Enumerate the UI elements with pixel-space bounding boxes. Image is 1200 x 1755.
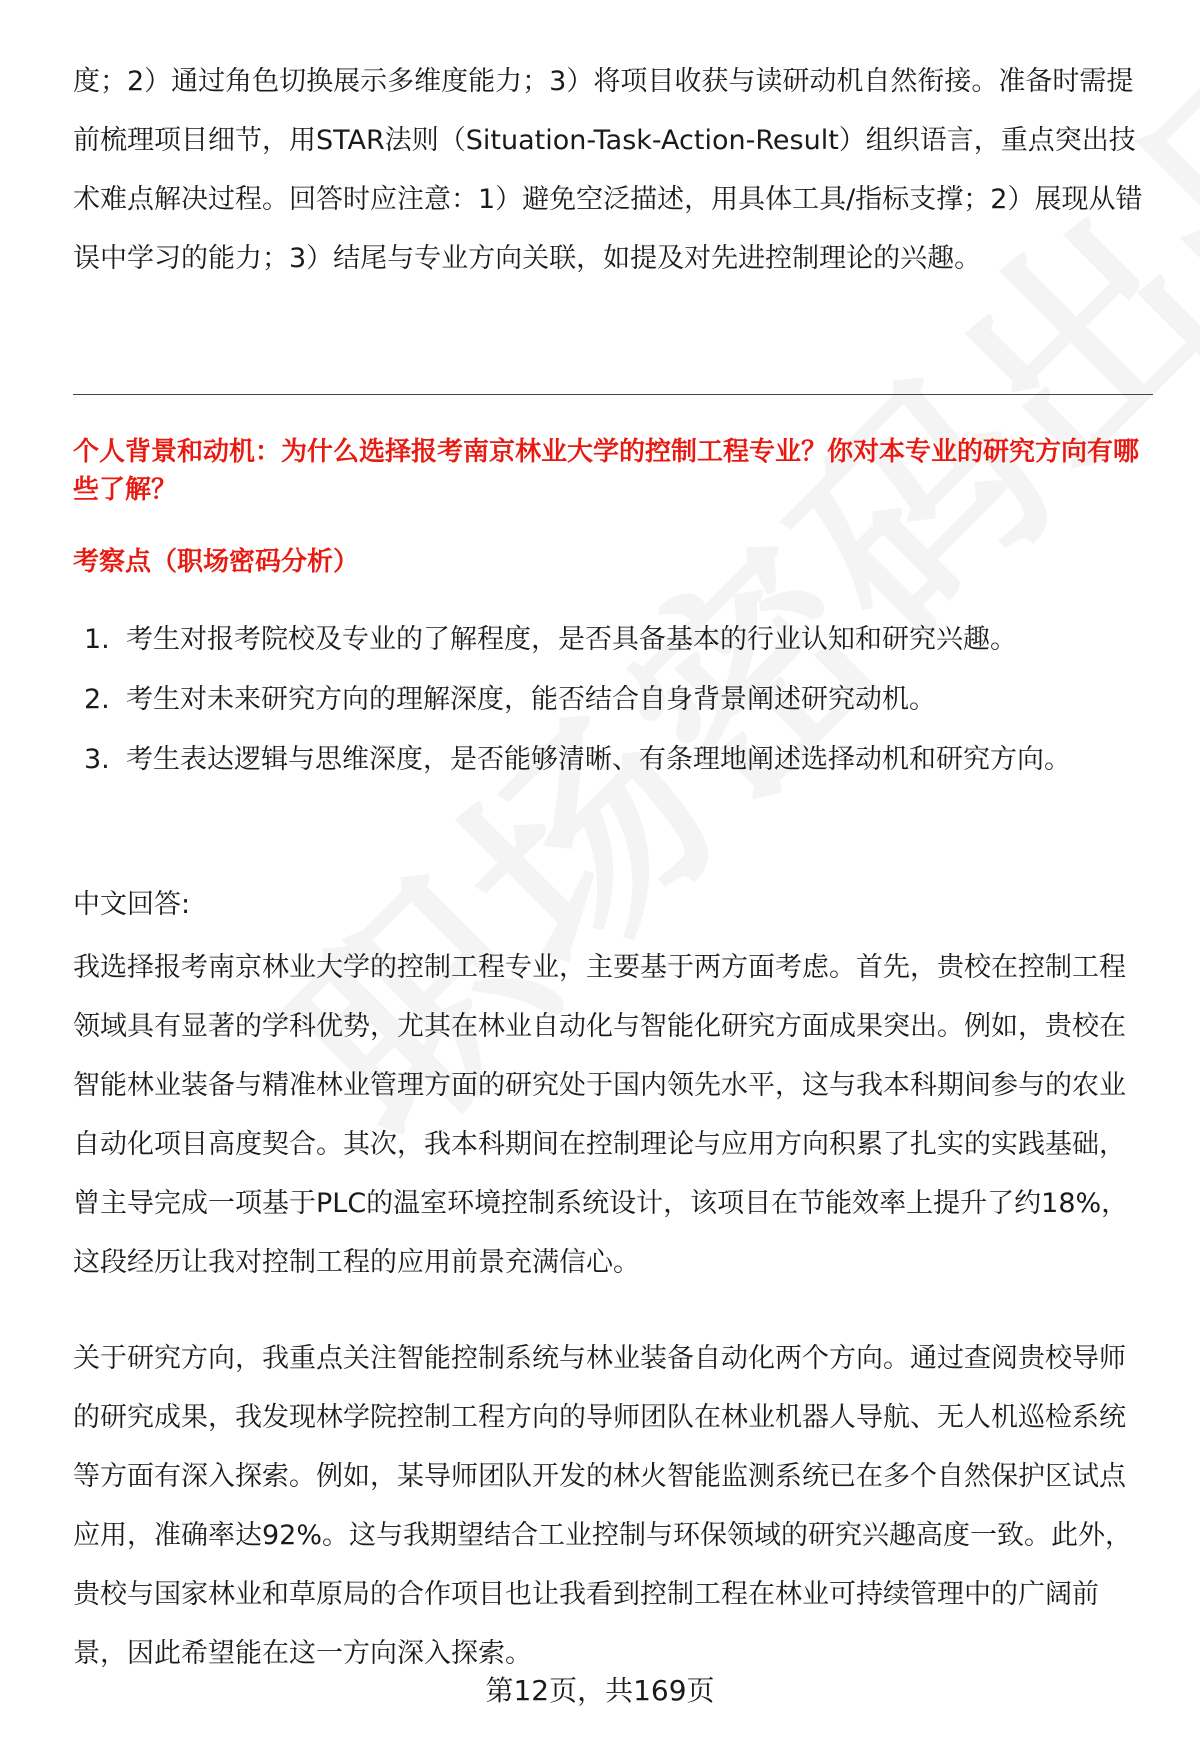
analysis-title: 考察点（职场密码分析） [73, 547, 360, 577]
list-item-number: 2. [84, 684, 110, 715]
section-divider [73, 394, 1153, 395]
answer-paragraph: 关于研究方向，我重点关注智能控制系统与林业装备自动化两个方向。通过查阅贵校导师的研究成果，我发现林学院控制工程方向的导师团队在林业机器人导航、无人机巡检系统等方面有深入探索。例如，某导师团队开发的林火智能监测系统已在多个自然保护区试点应用，准确率达92%。这与我期望结合工业控制与环保领域的研究兴趣高度一致。此外，贵校与国家林业和草原局的合作项目也让我看到控制工程在林业可持续管理中的广阔前景，因此希望能在这一方向深入探索。 [73, 1343, 1133, 1669]
list-item-number: 1. [84, 624, 110, 655]
list-item-text: 考生对报考院校及专业的了解程度，是否具备基本的行业认知和研究兴趣。 [126, 624, 1017, 655]
answer-paragraph: 我选择报考南京林业大学的控制工程专业，主要基于两方面考虑。首先，贵校在控制工程领域具有显著的学科优势，尤其在林业自动化与智能化研究方面成果突出。例如，贵校在智能林业装备与精准林业管理方面的研究处于国内领先水平，这与我本科期间参与的农业自动化项目高度契合。其次，我本科期间在控制理论与应用方向积累了扎实的实践基础，曾主导完成一项基于PLC的温室环境控制系统设计，该项目在节能效率上提升了约18%，这段经历让我对控制工程的应用前景充满信心。 [73, 952, 1129, 1278]
analysis-list [73, 610, 1153, 790]
list-item [73, 610, 1153, 670]
question-title: 个人背景和动机：为什么选择报考南京林业大学的控制工程专业？你对本专业的研究方向有哪些了解？ [73, 437, 1140, 505]
list-item-text: 考生对未来研究方向的理解深度，能否结合自身背景阐述研究动机。 [126, 684, 936, 715]
list-item [73, 730, 1153, 790]
list-item-text: 考生表达逻辑与思维深度，是否能够清晰、有条理地阐述选择动机和研究方向。 [126, 744, 1071, 775]
list-item-number: 3. [84, 744, 110, 775]
intro-paragraph: 度；2）通过角色切换展示多维度能力；3）将项目收获与读研动机自然衔接。准备时需提前梳理项目细节，用STAR法则（Situation-Task-Action-Result）组织语言，重点突出技术难点解决过程。回答时应注意：1）避免空泛描述，用具体工具/指标支撑；2）展现从错误中学习的能力；3）结尾与专业方向关联，如提及对先进控制理论的兴趣。 [73, 66, 1143, 274]
answer-label: 中文回答: [73, 889, 191, 920]
page-footer: 第12页，共169页 [485, 1674, 715, 1707]
list-item [73, 670, 1153, 730]
